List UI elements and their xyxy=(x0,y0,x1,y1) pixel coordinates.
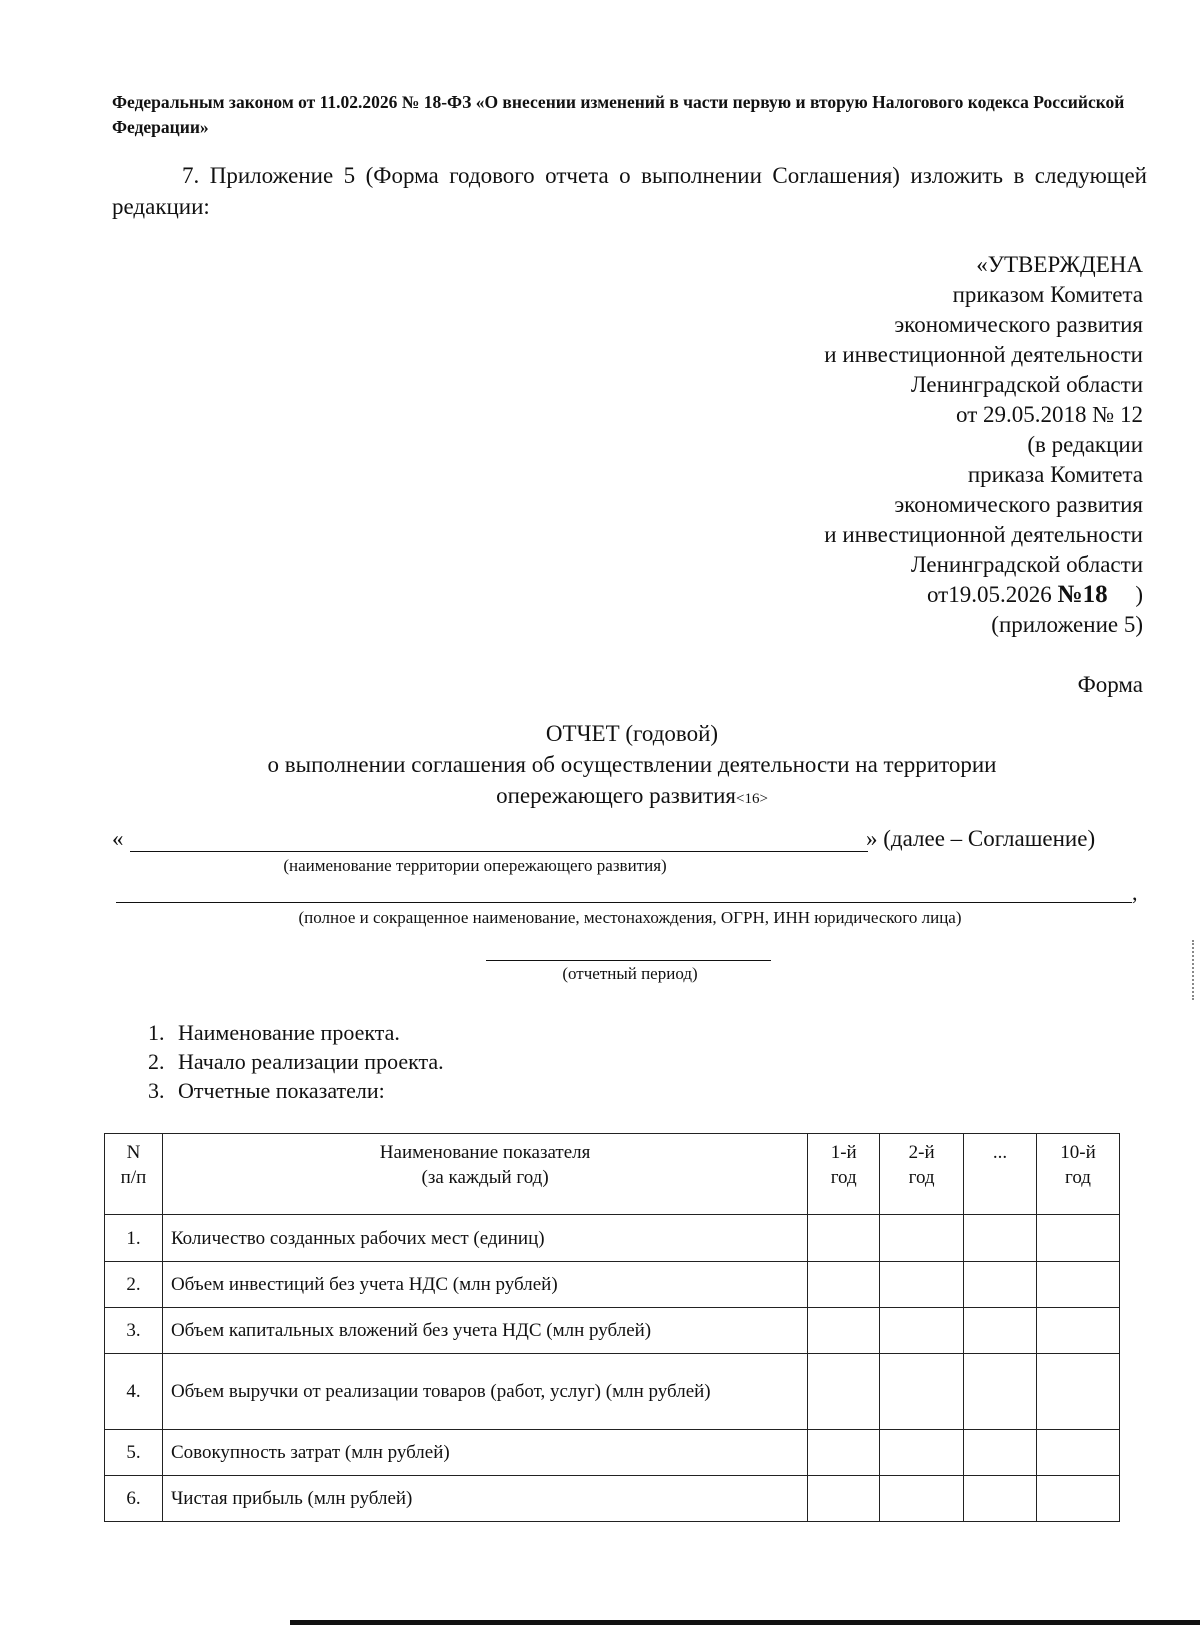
header-year10: 10-й год xyxy=(1037,1134,1120,1215)
approval-line: приказа Комитета xyxy=(967,462,1143,487)
entity-caption: (полное и сокращенное наименование, местонахождения, ОГРН, ИНН юридического лица) xyxy=(298,908,962,927)
table-cell-y2[interactable] xyxy=(880,1262,964,1308)
table-cell-y1[interactable] xyxy=(808,1430,880,1476)
table-cell-y1[interactable] xyxy=(808,1308,880,1354)
approval-block xyxy=(643,250,1143,640)
list-item: 2. Начало реализации проекта. xyxy=(148,1049,444,1074)
table-row: 2. Объем инвестиций без учета НДС (млн рублей) xyxy=(105,1262,1120,1308)
approval-line: (в редакции xyxy=(1027,432,1143,457)
approval-line: Ленинградской области xyxy=(910,552,1143,577)
table-cell-ellipsis[interactable] xyxy=(964,1308,1037,1354)
indicators-table xyxy=(104,1133,1120,1522)
approval-appendix: (приложение 5) xyxy=(991,612,1143,637)
scan-bottom-edge xyxy=(290,1620,1200,1625)
table-cell-ellipsis[interactable] xyxy=(964,1262,1037,1308)
table-header-row xyxy=(105,1134,1120,1215)
table-cell-y10[interactable] xyxy=(1037,1430,1120,1476)
territory-caption: (наименование территории опережающего развития) xyxy=(283,856,667,875)
entity-input-line[interactable] xyxy=(116,880,1132,903)
table-cell-ellipsis[interactable] xyxy=(964,1354,1037,1430)
table-row: 4. Объем выручки от реализации товаров (работ, услуг) (млн рублей) xyxy=(105,1354,1120,1430)
approval-line: экономического развития xyxy=(894,492,1143,517)
table-cell-y2[interactable] xyxy=(880,1354,964,1430)
table-cell-y1[interactable] xyxy=(808,1354,880,1430)
table-cell-y10[interactable] xyxy=(1037,1215,1120,1262)
approval-date-line xyxy=(643,580,1143,610)
table-cell-y2[interactable] xyxy=(880,1476,964,1522)
table-cell-y10[interactable] xyxy=(1037,1354,1120,1430)
approval-line: и инвестиционной деятельности xyxy=(824,342,1143,367)
table-cell-y2[interactable] xyxy=(880,1308,964,1354)
header-year1: 1-й год xyxy=(808,1134,880,1215)
table-cell-ellipsis[interactable] xyxy=(964,1430,1037,1476)
table-cell-y1[interactable] xyxy=(808,1476,880,1522)
period-caption: (отчетный период) xyxy=(562,964,698,983)
approval-close-paren: ) xyxy=(1135,582,1143,607)
table-row: 1. Количество созданных рабочих мест (единиц) xyxy=(105,1215,1120,1262)
numbered-list xyxy=(148,1018,444,1105)
table-cell-ellipsis[interactable] xyxy=(964,1476,1037,1522)
report-title-text: опережающего развития xyxy=(496,783,737,808)
territory-input-line[interactable] xyxy=(130,826,868,852)
report-title-line3 xyxy=(112,780,1152,815)
table-cell-y2[interactable] xyxy=(880,1215,964,1262)
footnote-ref: <16> xyxy=(736,791,768,807)
territory-suffix: » (далее – Соглашение) xyxy=(866,826,1096,851)
approval-line: приказом Комитета xyxy=(952,282,1143,307)
report-title-line1: ОТЧЕТ (годовой) xyxy=(545,721,719,746)
table-row: 6. Чистая прибыль (млн рублей) xyxy=(105,1476,1120,1522)
table-cell-y10[interactable] xyxy=(1037,1262,1120,1308)
period-input-line[interactable] xyxy=(486,938,771,961)
header-name: Наименование показателя (за каждый год) xyxy=(162,1134,807,1215)
approval-line: и инвестиционной деятельности xyxy=(824,522,1143,547)
approval-line: Ленинградской области xyxy=(910,372,1143,397)
entity-comma: , xyxy=(1132,880,1138,905)
table-cell-ellipsis[interactable] xyxy=(964,1215,1037,1262)
header-num: N п/п xyxy=(105,1134,163,1215)
list-item: 3. Отчетные показатели: xyxy=(148,1078,385,1103)
paragraph-7: 7. Приложение 5 (Форма годового отчета о выполнении Соглашения) изложить в следующей редакции: xyxy=(112,163,1147,219)
header-ellipsis: ... xyxy=(964,1134,1037,1215)
report-title-line2: о выполнении соглашения об осуществлении деятельности на территории xyxy=(267,752,997,777)
header-year2: 2-й год xyxy=(880,1134,964,1215)
table-cell-y10[interactable] xyxy=(1037,1308,1120,1354)
approval-line: «УТВЕРЖДЕНА xyxy=(976,252,1143,277)
table-cell-y10[interactable] xyxy=(1037,1476,1120,1522)
table-row: 3. Объем капитальных вложений без учета НДС (млн рублей) xyxy=(105,1308,1120,1354)
scan-edge-mark xyxy=(1192,940,1200,1000)
approval-line: от 29.05.2018 № 12 xyxy=(956,402,1143,427)
list-item: 1. Наименование проекта. xyxy=(148,1020,400,1045)
approval-line: экономического развития xyxy=(894,312,1143,337)
table-cell-y2[interactable] xyxy=(880,1430,964,1476)
approval-date: от19.05.2026 xyxy=(926,582,1052,607)
table-row: 5. Совокупность затрат (млн рублей) xyxy=(105,1430,1120,1476)
territory-open-quote: « xyxy=(112,826,124,851)
table-cell-y1[interactable] xyxy=(808,1262,880,1308)
approval-number: №18 xyxy=(1057,581,1108,608)
table-cell-y1[interactable] xyxy=(808,1215,880,1262)
forma-label: Форма xyxy=(1077,672,1143,697)
intro-text: Федеральным законом от 11.02.2026 № 18-ФЗ «О внесении изменений в части первую и вторую Налогового кодекса Российской Федерации» xyxy=(112,92,1125,137)
